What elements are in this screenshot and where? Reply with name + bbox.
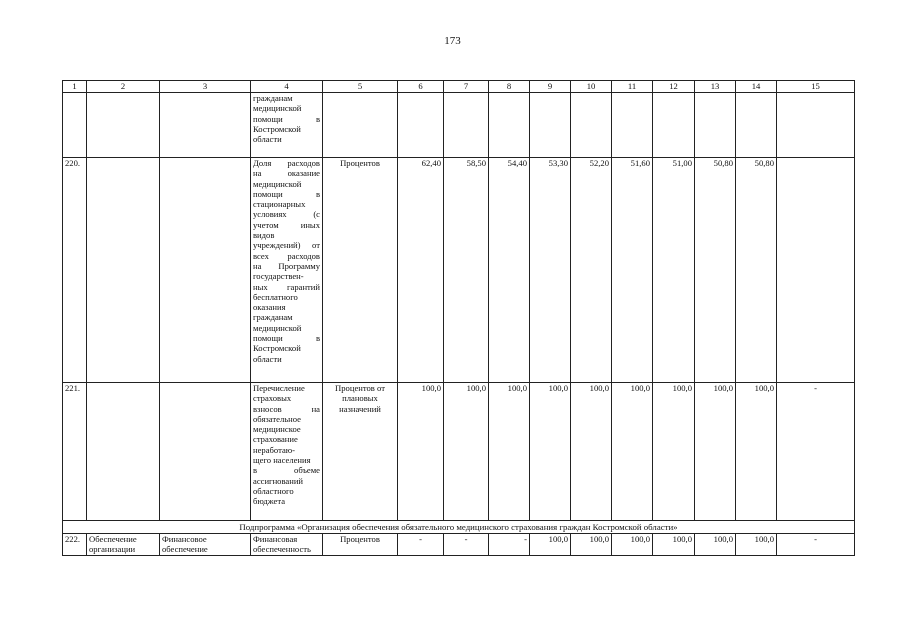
- indicator-line: условиях (с: [253, 209, 320, 220]
- column-header: 6: [398, 81, 444, 93]
- value-cell: [571, 93, 612, 158]
- indicator-line: помощи в: [253, 113, 320, 124]
- value-cell: [653, 93, 695, 158]
- table-row: [63, 383, 855, 521]
- row-number: 220.: [63, 158, 87, 383]
- value-cell: 54,40: [489, 158, 530, 383]
- column-header: 11: [612, 81, 653, 93]
- goal-cell: [87, 93, 160, 158]
- indicator-line: медицинское: [253, 424, 301, 435]
- indicator-line: стационарных: [253, 199, 306, 210]
- column-header: 2: [87, 81, 160, 93]
- value-cell: 100,0: [530, 383, 571, 521]
- indicator-cell: Финансовая обеспеченность: [251, 534, 323, 556]
- subprogram-row: [63, 521, 855, 534]
- value-cell: [444, 93, 489, 158]
- unit-cell: Процентов: [323, 534, 398, 556]
- table-row: [63, 158, 855, 383]
- value-cell: 100,0: [571, 534, 612, 556]
- value-cell: 100,0: [653, 383, 695, 521]
- column-header: 5: [323, 81, 398, 93]
- indicator-line: бюджета: [253, 496, 286, 507]
- column-header: 9: [530, 81, 571, 93]
- indicator-line: государствен-: [253, 271, 304, 282]
- task-cell: Финансовое обеспечение: [160, 534, 251, 556]
- indicator-line: областного: [253, 485, 294, 496]
- task-cell: [160, 383, 251, 521]
- note-cell: [777, 158, 855, 383]
- indicator-line: Костромской: [253, 123, 301, 134]
- row-number: 221.: [63, 383, 87, 521]
- indicator-line: всех расходов: [253, 250, 320, 261]
- indicator-line: области: [253, 353, 282, 364]
- indicator-line: видов: [253, 230, 275, 241]
- value-cell: 100,0: [612, 383, 653, 521]
- note-cell: -: [777, 383, 855, 521]
- indicators-table: [62, 80, 855, 556]
- unit-cell: [323, 93, 398, 158]
- value-cell: 51,60: [612, 158, 653, 383]
- indicator-line: ных гарантий: [253, 281, 320, 292]
- value-cell: 100,0: [736, 534, 777, 556]
- indicator-line: оказания: [253, 302, 286, 313]
- value-cell: -: [398, 534, 444, 556]
- value-cell: [612, 93, 653, 158]
- indicator-line: помощи в: [253, 188, 320, 199]
- column-header: 8: [489, 81, 530, 93]
- table-row: [63, 93, 855, 158]
- indicator-line: гражданам: [253, 93, 293, 103]
- column-header: 15: [777, 81, 855, 93]
- value-cell: 50,80: [736, 158, 777, 383]
- value-cell: [736, 93, 777, 158]
- value-cell: [530, 93, 571, 158]
- indicator-line: учетом иных: [253, 219, 320, 230]
- unit-cell: Процентов от плановых назначений: [323, 383, 398, 521]
- column-header: 12: [653, 81, 695, 93]
- goal-cell: [87, 158, 160, 383]
- value-cell: [489, 93, 530, 158]
- indicator-cell: [251, 93, 323, 158]
- value-cell: 52,20: [571, 158, 612, 383]
- value-cell: [398, 93, 444, 158]
- indicator-line: Доля расходов: [253, 158, 320, 168]
- indicator-line: щего населения: [253, 455, 311, 466]
- indicator-line: взносов на: [253, 403, 320, 414]
- value-cell: 100,0: [444, 383, 489, 521]
- value-cell: 50,80: [695, 158, 736, 383]
- indicator-line: помощи в: [253, 333, 320, 344]
- indicator-line: на оказание: [253, 168, 320, 179]
- indicator-line: медицинской: [253, 103, 302, 114]
- goal-cell: [87, 383, 160, 521]
- column-header: 14: [736, 81, 777, 93]
- value-cell: 100,0: [695, 383, 736, 521]
- row-number: 222.: [63, 534, 87, 556]
- value-cell: -: [489, 534, 530, 556]
- indicator-line: неработаю-: [253, 444, 296, 455]
- note-cell: -: [777, 534, 855, 556]
- value-cell: 100,0: [489, 383, 530, 521]
- indicator-line: Костромской: [253, 343, 301, 354]
- goal-cell: Обеспечение организации: [87, 534, 160, 556]
- indicator-line: в объеме: [253, 465, 320, 476]
- value-cell: -: [444, 534, 489, 556]
- note-cell: [777, 93, 855, 158]
- value-cell: 100,0: [530, 534, 571, 556]
- value-cell: 100,0: [571, 383, 612, 521]
- indicator-line: гражданам: [253, 312, 293, 323]
- value-cell: 100,0: [736, 383, 777, 521]
- indicator-line: ассигнований: [253, 475, 304, 486]
- column-header: 7: [444, 81, 489, 93]
- column-header: 4: [251, 81, 323, 93]
- indicator-line: бесплатного: [253, 291, 298, 302]
- indicator-cell: [251, 158, 323, 383]
- column-header: 10: [571, 81, 612, 93]
- indicator-line: учреждений) от: [253, 240, 320, 251]
- indicator-line: на Программу: [253, 260, 320, 271]
- value-cell: 100,0: [612, 534, 653, 556]
- indicator-cell: [251, 383, 323, 521]
- value-cell: 51,00: [653, 158, 695, 383]
- indicator-line: страховых: [253, 393, 292, 404]
- page-number: 173: [444, 35, 461, 47]
- value-cell: 100,0: [398, 383, 444, 521]
- table-row: [63, 534, 855, 556]
- indicator-line: страхование: [253, 434, 298, 445]
- unit-cell: Процентов: [323, 158, 398, 383]
- indicator-line: области: [253, 134, 282, 145]
- row-number: [63, 93, 87, 158]
- task-cell: [160, 158, 251, 383]
- task-cell: [160, 93, 251, 158]
- column-header: 3: [160, 81, 251, 93]
- indicator-line: Перечисление: [253, 383, 305, 393]
- value-cell: 58,50: [444, 158, 489, 383]
- value-cell: 100,0: [695, 534, 736, 556]
- value-cell: 62,40: [398, 158, 444, 383]
- table-header-row: [63, 81, 855, 93]
- value-cell: 100,0: [653, 534, 695, 556]
- indicator-line: медицинской: [253, 322, 302, 333]
- subprogram-title: Подпрограмма «Организация обеспечения обязательного медицинского страхования граждан Костромской области»: [63, 521, 855, 534]
- indicator-line: обязательное: [253, 413, 301, 424]
- value-cell: 53,30: [530, 158, 571, 383]
- column-header: 1: [63, 81, 87, 93]
- value-cell: [695, 93, 736, 158]
- column-header: 13: [695, 81, 736, 93]
- indicator-line: медицинской: [253, 178, 302, 189]
